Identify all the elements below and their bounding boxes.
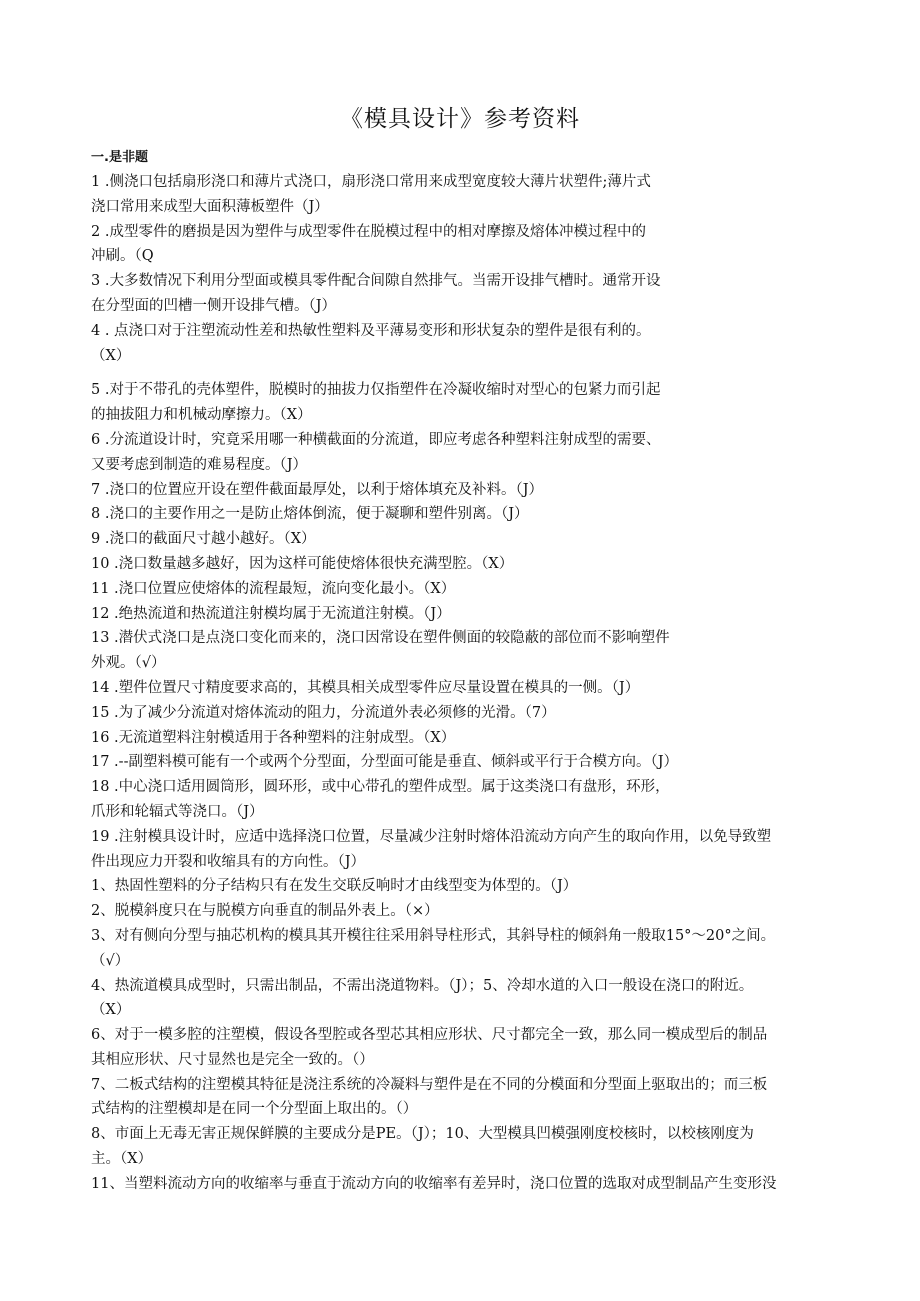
paragraph-gap	[91, 368, 831, 378]
text-line: 冲刷。（Q	[91, 248, 154, 265]
text-line: 2、脱模斜度只在与脱模方向垂直的制品外表上。（×）	[91, 903, 439, 920]
document-body	[91, 170, 831, 1197]
text-line: 16 .无流道塑料注射模适用于各种塑料的注射成型。（X）	[91, 729, 456, 746]
text-line: 在分型面的凹槽一侧开设排气槽。（J）	[91, 297, 337, 314]
text-line: 5 .对于不带孔的壳体塑件，脱模时的抽拔力仅指塑件在冷凝收缩时对型心的包紧力而引起	[91, 382, 661, 399]
text-line: 3 .大多数情况下利用分型面或模具零件配合间隙自然排气。当需开设排气槽时。通常开设	[91, 273, 661, 290]
text-line: 其相应形状、尺寸显然也是完全一致的。（）	[91, 1051, 374, 1068]
text-line: 2 .成型零件的磨损是因为塑件与成型零件在脱模过程中的相对摩擦及熔体冲模过程中的	[91, 223, 646, 240]
text-line: 8 .浇口的主要作用之一是防止熔体倒流，便于凝聊和塑件别离。（J）	[91, 506, 529, 523]
text-line: 6、对于一模多腔的注塑模，假设各型腔或各型芯其相应形状、尺寸都完全一致，那么同一模成型后的制品	[91, 1027, 768, 1044]
text-line: （X）	[91, 347, 131, 364]
text-line: 6 .分流道设计时，究竟采用哪一种横截面的分流道，即应考虑各种塑料注射成型的需要、	[91, 431, 661, 448]
text-line: 件出现应力开裂和收缩具有的方向性。（J）	[91, 853, 366, 870]
text-line: 式结构的注塑模却是在同一个分型面上取出的。（）	[91, 1101, 418, 1118]
text-line: 18 .中心浇口适用圆筒形，圆环形，或中心带孔的塑件成型。属于这类浇口有盘形，环形，	[91, 779, 670, 796]
text-line: 8、市面上无毒无害正规保鲜膜的主要成分是PE。（J）；10、大型模具凹模强刚度校核时，以校核刚度为	[91, 1126, 754, 1143]
text-line: 14 .塑件位置尺寸精度要求高的，其模具相关成型零件应尽量设置在模具的一侧。（J）	[91, 679, 640, 696]
text-line: 主。（X）	[91, 1151, 153, 1168]
text-line: 9 .浇口的截面尺寸越小越好。（X）	[91, 531, 316, 548]
text-line: 12 .绝热流道和热流道注射模均属于无流道注射模。（J）	[91, 605, 451, 622]
text-line: 3、对有侧向分型与抽芯机构的模具其开模往往采用斜导柱形式，其斜导柱的倾斜角一般取15°～20°之间。	[91, 927, 776, 944]
text-line: 爪形和轮辐式等浇口。（J）	[91, 803, 264, 820]
text-line: （X）	[91, 1002, 131, 1019]
text-line: （√）	[91, 952, 130, 969]
text-line: 15 .为了减少分流道对熔体流动的阻力，分流道外表必须修的光滑。（7）	[91, 704, 556, 721]
document-title: 《模具设计》参考资料	[340, 106, 580, 132]
text-line: 又要考虑到制造的难易程度。（J）	[91, 456, 308, 473]
section-heading: 一.是非题	[91, 150, 148, 165]
text-line: 7 .浇口的位置应开设在塑件截面最厚处，以利于熔体填充及补料。（J）	[91, 481, 544, 498]
text-line: 外观。（√）	[91, 655, 166, 672]
text-line: 11、当塑料流动方向的收缩率与垂直于流动方向的收缩率有差异时，浇口位置的选取对成型制品产生变形没	[91, 1175, 777, 1192]
text-line: 1、热固性塑料的分子结构只有在发生交联反响时才由线型变为体型的。（J）	[91, 878, 578, 895]
text-line: 7、二板式结构的注塑模其特征是浇注系统的冷凝料与塑件是在不同的分模面和分型面上驱取出的；而三板	[91, 1076, 768, 1093]
text-line: 4、热流道模具成型时，只需出制品，不需出浇道物料。（J）；5、冷却水道的入口一般设在浇口的附近。	[91, 977, 754, 994]
text-line: 17 .--副塑料模可能有一个或两个分型面，分型面可能是垂直、倾斜或平行于合模方向。（J）	[91, 754, 679, 771]
text-line: 的抽拔阻力和机械动摩擦力。（X）	[91, 407, 312, 424]
text-line: 10 .浇口数量越多越好，因为这样可能使熔体很快充满型腔。（X）	[91, 555, 514, 572]
text-line: 1 .侧浇口包括扇形浇口和薄片式浇口，扇形浇口常用来成型宽度较大薄片状塑件;薄片式	[91, 174, 651, 190]
text-line: 浇口常用来成型大面积薄板塑件（J）	[91, 198, 329, 215]
text-line: 11 .浇口位置应使熔体的流程最短，流向变化最小。（X）	[91, 580, 456, 597]
text-line: 13 .潜伏式浇口是点浇口变化而来的，浇口因常设在塑件侧面的较隐蔽的部位而不影响塑件	[91, 630, 670, 647]
text-line: 19 .注射模具设计时，应适中选择浇口位置，尽量减少注射时熔体沿流动方向产生的取向作用，以免导致塑	[91, 828, 772, 845]
text-line: 4 . 点浇口对于注塑流动性差和热敏性塑料及平薄易变形和形状复杂的塑件是很有利的。	[91, 322, 651, 339]
